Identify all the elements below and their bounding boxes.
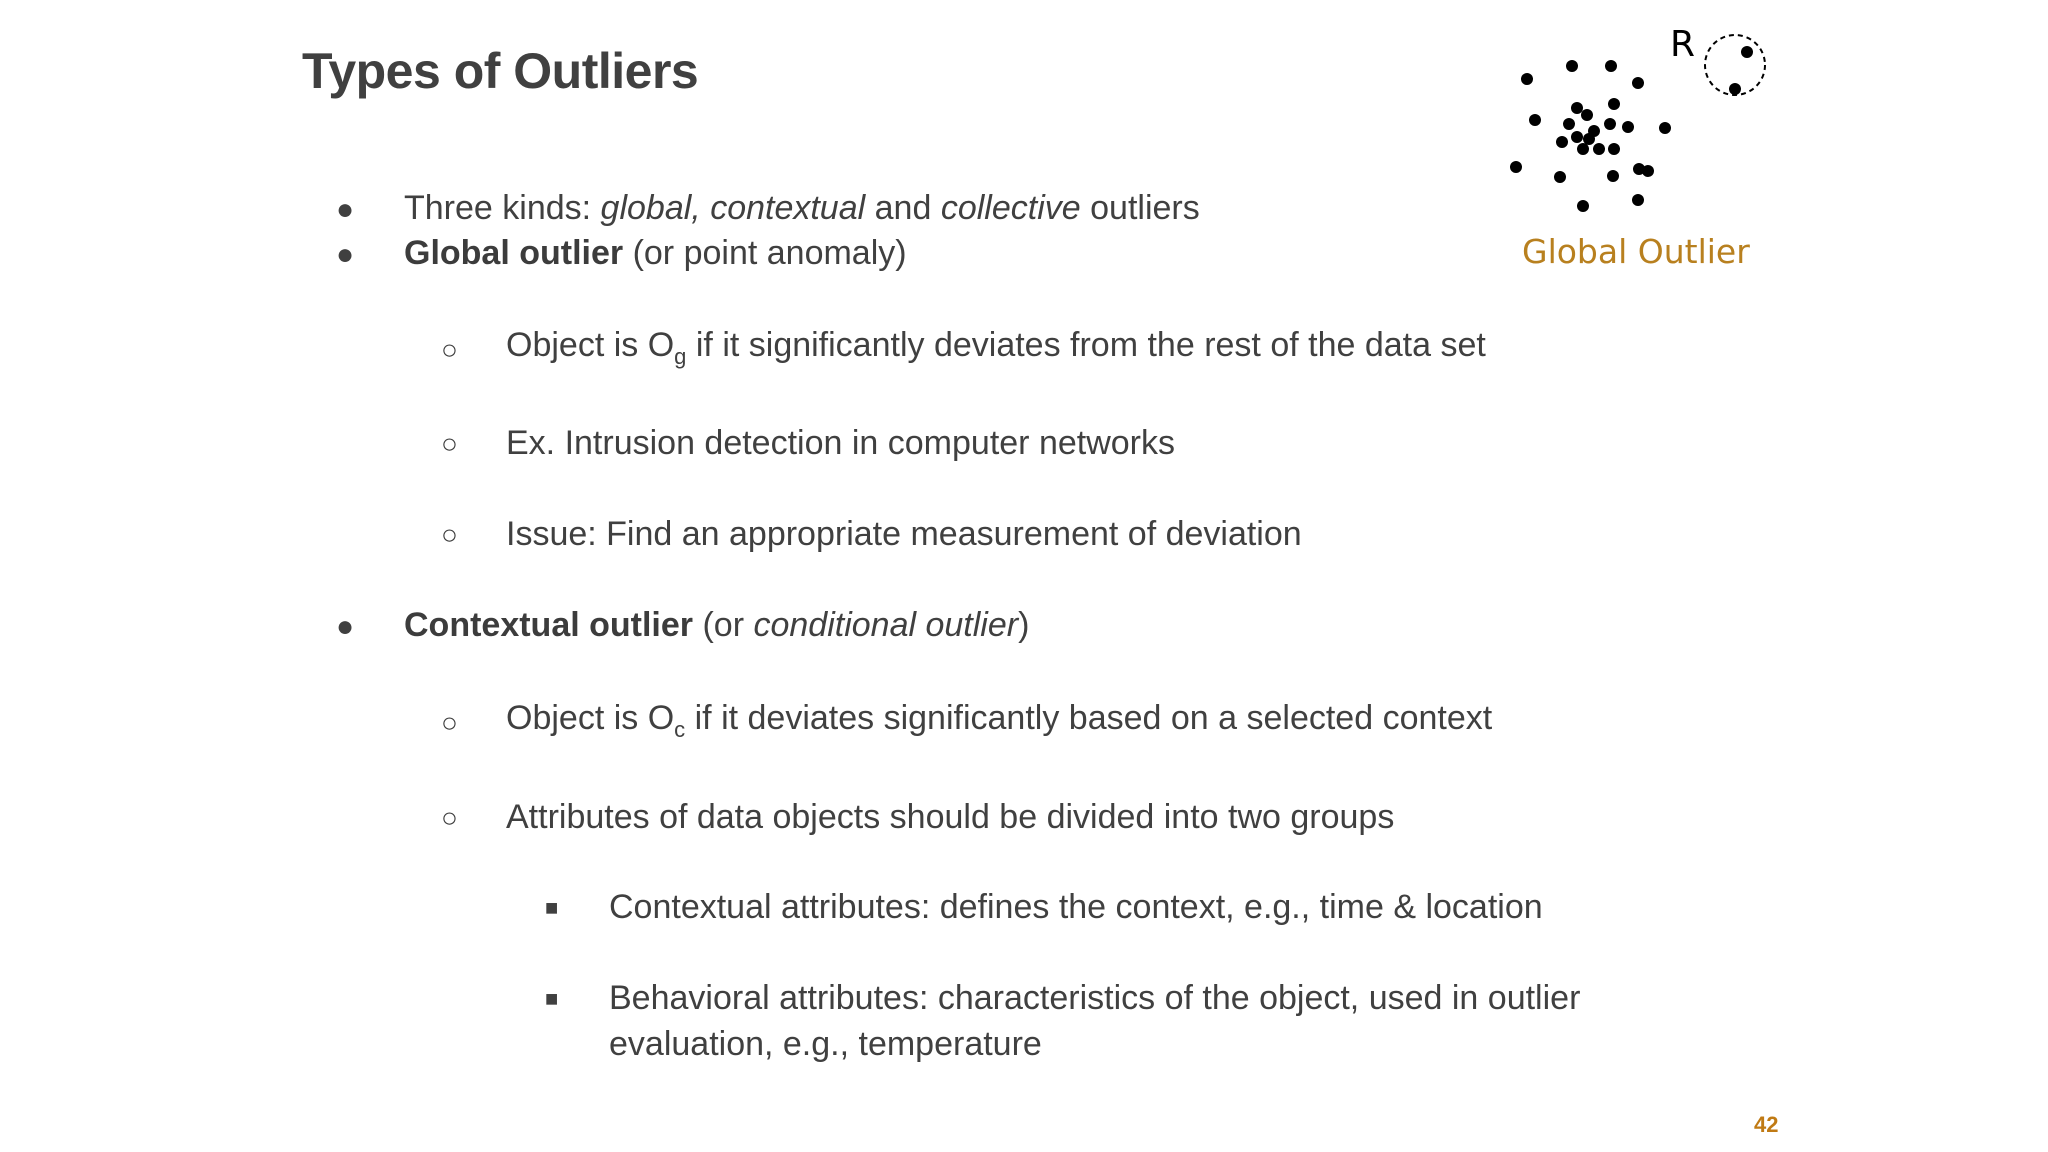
bullet-text: if it deviates significantly based on a selected context [685,699,1493,737]
data-point [1593,143,1605,155]
data-point [1604,118,1616,130]
term-global: global, [600,189,701,227]
data-point [1577,200,1589,212]
outlier-point [1741,46,1753,58]
sub-bullet-object-oc [506,695,1492,741]
sub-bullet-marker: ○ [441,428,458,459]
subscript-g: g [674,344,687,369]
data-point [1608,98,1620,110]
data-point [1556,136,1568,148]
data-point [1521,73,1533,85]
data-point [1583,133,1595,145]
sub-bullet-object-og [506,322,1486,368]
term-contextual: contextual [710,189,866,227]
data-point [1622,121,1634,133]
figure-caption: Global Outlier [1522,232,1750,271]
sub-bullet-attributes: Attributes of data objects should be divided into two groups [506,798,1395,836]
sub-bullet-marker: ○ [441,519,458,550]
slide-title: Types of Outliers [302,43,699,99]
bullet-marker: ● [336,193,355,226]
data-point [1571,131,1583,143]
sub-bullet-marker: ○ [441,707,458,738]
bullet-text: ) [1018,606,1030,644]
term-conditional-outlier: conditional outlier [753,606,1019,644]
bullet-text: Three kinds: [404,189,601,227]
bullet-text: Object is O [506,326,675,364]
bullet-marker: ● [336,610,355,643]
sub-bullet-issue: Issue: Find an appropriate measurement of deviation [506,515,1302,553]
data-point [1659,122,1671,134]
data-point [1608,143,1620,155]
bullet-text: and [874,189,932,227]
bullet-text: Object is O [506,699,675,737]
subsub-bullet-marker: ■ [545,986,559,1011]
bullet-text: outliers [1090,189,1200,227]
page-number: 42 [1754,1112,1779,1137]
term-collective: collective [940,189,1081,227]
outlier-point [1729,83,1741,95]
bullet-text: if it significantly deviates from the rest of the data set [686,326,1486,364]
region-label-r: R [1670,24,1696,65]
subscript-c: c [674,717,686,742]
data-point [1632,194,1644,206]
term-global-outlier: Global outlier [404,234,624,272]
sub-bullet-marker: ○ [441,334,458,365]
bullet-three-kinds [404,185,1200,231]
data-point [1571,102,1583,114]
data-point [1529,114,1541,126]
data-point [1563,118,1575,130]
subsub-behavioral-attributes-line2: evaluation, e.g., temperature [609,1025,1042,1063]
term-contextual-outlier: Contextual outlier [404,606,694,644]
bullet-marker: ● [336,238,355,271]
subsub-contextual-attributes: Contextual attributes: defines the context, e.g., time & location [609,888,1543,926]
bullet-contextual-outlier [404,602,1029,648]
cluster-points [1510,60,1671,212]
data-point [1632,77,1644,89]
data-point [1581,109,1593,121]
data-point [1642,165,1654,177]
data-point [1577,143,1589,155]
data-point [1566,60,1578,72]
subsub-bullet-marker: ■ [545,895,559,920]
bullet-text: (or point anomaly) [632,234,907,272]
subsub-behavioral-attributes-line1: Behavioral attributes: characteristics of the object, used in outlier [609,979,1581,1017]
data-point [1607,170,1619,182]
data-point [1510,161,1522,173]
data-point [1605,60,1617,72]
data-point [1554,171,1566,183]
sub-bullet-marker: ○ [441,802,458,833]
bullet-text: (or [702,606,754,644]
sub-bullet-intrusion: Ex. Intrusion detection in computer networks [506,424,1175,462]
bullet-global-outlier [404,230,907,276]
